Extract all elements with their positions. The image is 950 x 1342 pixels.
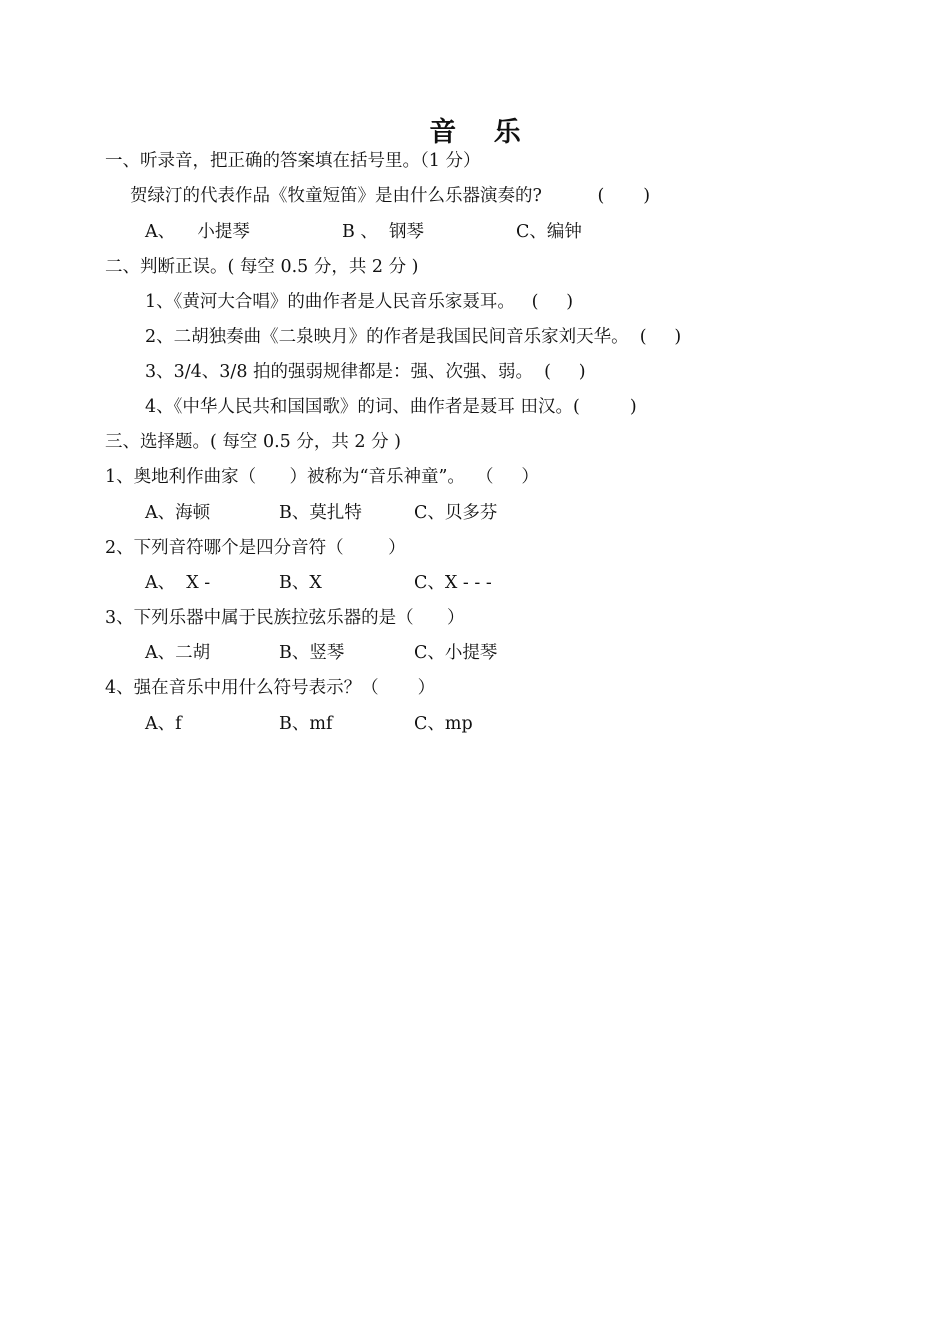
section-1-option-b: B 、 钢琴	[342, 222, 425, 242]
section-1-heading: 一、听录音，把正确的答案填在括号里。（1 分）	[105, 151, 481, 171]
section-3-q3-option-c: C、小提琴	[414, 643, 498, 663]
section-3-question: 3、下列乐器中属于民族拉弦乐器的是（ ）	[105, 608, 465, 628]
section-1-question: 贺绿汀的代表作品《牧童短笛》是由什么乐器演奏的? ( )	[130, 186, 651, 206]
section-3-question: 1、奥地利作曲家（ ）被称为“音乐神童”。 （ ）	[105, 467, 539, 487]
section-3-heading: 三、选择题。( 每空 0.5 分，共 2 分 )	[105, 432, 401, 452]
section-3-q4-option-c: C、mp	[414, 714, 473, 734]
section-3-q3-option-b: B、竖琴	[279, 643, 345, 663]
page-title: 音 乐	[429, 117, 535, 148]
section-3-q2-option-b: B、X	[279, 573, 322, 593]
section-3-q1-option-a: A、海顿	[145, 503, 211, 523]
section-3-q1-option-c: C、贝多芬	[414, 503, 498, 523]
section-3-question: 4、强在音乐中用什么符号表示？（ ）	[105, 678, 436, 698]
section-2-heading: 二、判断正误。( 每空 0.5 分，共 2 分 )	[105, 257, 419, 277]
section-3-q4-option-a: A、f	[145, 714, 182, 734]
section-2-item: 2、二胡独奏曲《二泉映月》的作者是我国民间音乐家刘天华。 ( )	[145, 327, 682, 347]
section-1-option-a: A、 小提琴	[145, 222, 250, 242]
section-3-question: 2、下列音符哪个是四分音符（ ）	[105, 538, 406, 558]
section-2-item: 3、3/4、3/8 拍的强弱规律都是：强、次强、弱。 ( )	[145, 362, 586, 382]
section-3-q2-option-a: A、 X -	[145, 573, 211, 593]
section-3-q1-option-b: B、莫扎特	[279, 503, 362, 523]
section-1-option-c: C、编钟	[516, 222, 582, 242]
section-2-item: 1、《黄河大合唱》的曲作者是人民音乐家聂耳。 ( )	[145, 292, 574, 312]
section-3-q4-option-b: B、mf	[279, 714, 333, 734]
section-3-q2-option-c: C、X - - -	[414, 573, 492, 593]
section-3-q3-option-a: A、二胡	[145, 643, 211, 663]
section-2-item: 4、《中华人民共和国国歌》的词、曲作者是聂耳 田汉。( )	[145, 397, 637, 417]
